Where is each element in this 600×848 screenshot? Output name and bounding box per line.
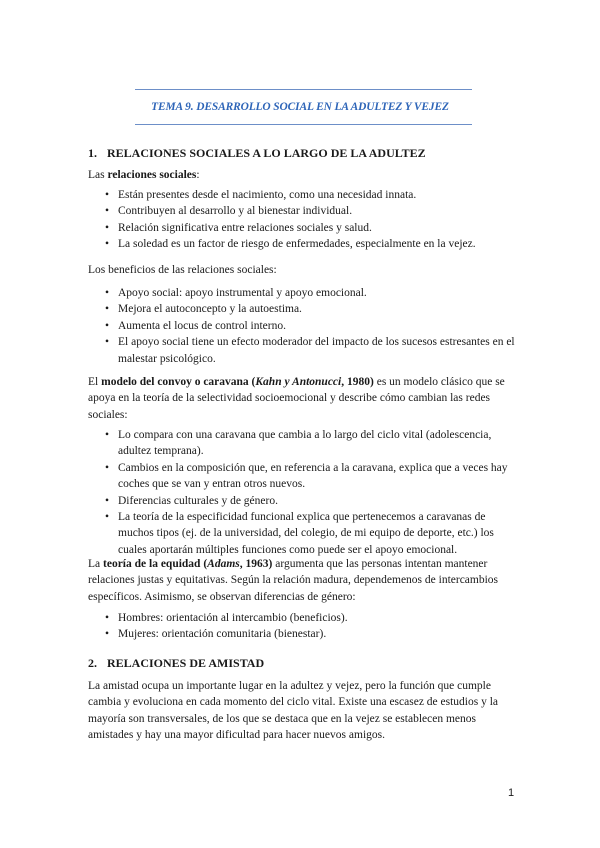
bullet-icon: • <box>105 612 110 624</box>
paragraph <box>88 167 518 183</box>
bullet-icon: • <box>105 205 110 218</box>
list-item <box>88 203 518 219</box>
citation-authors: Adams <box>207 558 240 570</box>
section-title: RELACIONES SOCIALES A LO LARGO DE LA ADULTEZ <box>107 146 426 160</box>
bullet-icon: • <box>105 319 110 332</box>
list-item-text: La teoría de la especificidad funcional explica que pertenecemos a caravanas de muchos tipos (ej. de la universidad, del colegio, de mi equipo de deporte, etc.) los cuales aportarán múltiples funciones como puede ser el apoyo emocional. <box>118 511 494 556</box>
list-item-text: Aumenta el locus de control interno. <box>118 319 286 332</box>
list-item-text: Hombres: orientación al intercambio (beneficios). <box>118 612 348 624</box>
citation-year: , 1980) <box>341 376 374 388</box>
bullet-icon: • <box>105 461 110 474</box>
bullet-icon: • <box>105 628 110 641</box>
list-item <box>88 220 518 236</box>
document-title: TEMA 9. DESARROLLO SOCIAL EN LA ADULTEZ Y VEJEZ <box>151 101 449 113</box>
list-item <box>88 610 518 626</box>
citation-authors: Kahn y Antonucci <box>255 376 342 388</box>
text: El <box>88 376 102 388</box>
list-item-text: Contribuyen al desarrollo y al bienestar individual. <box>118 205 353 218</box>
bold-text: modelo del convoy o caravana ( <box>101 376 256 388</box>
bullet-icon: • <box>105 221 110 234</box>
bullet-icon: • <box>105 429 110 441</box>
section-number: 1. <box>88 146 97 160</box>
bold-text: relaciones sociales <box>107 169 197 181</box>
bold-text: teoría de la equidad ( <box>103 558 208 570</box>
bullet-icon: • <box>105 238 110 251</box>
list-item <box>88 334 518 367</box>
section-heading <box>88 656 264 671</box>
text: argumenta que las personas intentan mantener relaciones justas y equitativas. Según la relación madura, dependemenos de intercambios específicos. Asimismo, se observan diferencias de género: <box>88 558 499 603</box>
paragraph-convoy-model <box>88 374 518 423</box>
list-item <box>88 236 518 252</box>
section-title: RELACIONES DE AMISTAD <box>107 656 265 670</box>
bullet-icon: • <box>105 336 110 349</box>
bullet-list <box>88 610 518 643</box>
list-item <box>88 460 518 493</box>
text: Las <box>88 169 108 181</box>
paragraph: Los beneficios de las relaciones sociales: <box>88 264 277 276</box>
bullet-icon: • <box>105 287 110 299</box>
paragraph: La amistad ocupa un importante lugar en la adultez y vejez, pero la función que cumple cambia y evoluciona en cada momento del ciclo vital. Existe una escasez de estudios y la mayoría son transversales, de los que se destaca que en la vejez se establecen menos amistades y hay una mayor dificultad para hacer nuevos amigos. <box>88 680 499 742</box>
bullet-icon: • <box>105 303 110 316</box>
list-item-text: El apoyo social tiene un efecto moderador del impacto de los sucesos estresantes en el malestar psicológico. <box>118 336 515 365</box>
list-item-text: Están presentes desde el nacimiento, como una necesidad innata. <box>118 189 417 201</box>
bullet-icon: • <box>105 511 110 524</box>
section-number: 2. <box>88 656 97 670</box>
list-item-text: Cambios en la composición que, en referencia a la caravana, explica que a veces hay coches que se van y entran otros nuevos. <box>118 461 508 491</box>
title-rule-top <box>135 89 472 90</box>
bullet-list <box>88 187 518 253</box>
list-item-text: Relación significativa entre relaciones sociales y salud. <box>118 221 372 234</box>
list-item <box>88 493 518 509</box>
citation-year: , 1963) <box>239 558 273 570</box>
list-item <box>88 626 518 642</box>
list-item-text: Mujeres: orientación comunitaria (bienestar). <box>118 628 327 641</box>
list-item-text: La soledad es un factor de riesgo de enfermedades, especialmente en la vejez. <box>118 238 476 251</box>
bullet-icon: • <box>105 189 110 201</box>
list-item <box>88 187 518 203</box>
list-item-text: Apoyo social: apoyo instrumental y apoyo emocional. <box>118 287 367 299</box>
section-heading <box>88 146 426 161</box>
title-rule-bottom <box>135 124 472 125</box>
bullet-list <box>88 285 518 367</box>
text: es un modelo clásico que se apoya en la teoría de la selectividad socioemocional y describe cómo cambian las redes sociales: <box>88 376 505 421</box>
list-item <box>88 285 518 301</box>
bullet-icon: • <box>105 494 110 507</box>
list-item <box>88 301 518 317</box>
list-item <box>88 318 518 334</box>
list-item <box>88 509 518 558</box>
list-item-text: Diferencias culturales y de género. <box>118 494 278 507</box>
list-item <box>88 427 518 460</box>
bullet-list <box>88 427 518 558</box>
list-item-text: Mejora el autoconcepto y la autoestima. <box>118 303 302 316</box>
text: : <box>196 169 200 181</box>
list-item-text: Lo compara con una caravana que cambia a lo largo del ciclo vital (adolescencia, adultez temprana). <box>118 429 492 458</box>
paragraph-equity-theory <box>88 556 518 605</box>
text: La <box>88 558 104 570</box>
page-number: 1 <box>508 787 515 799</box>
